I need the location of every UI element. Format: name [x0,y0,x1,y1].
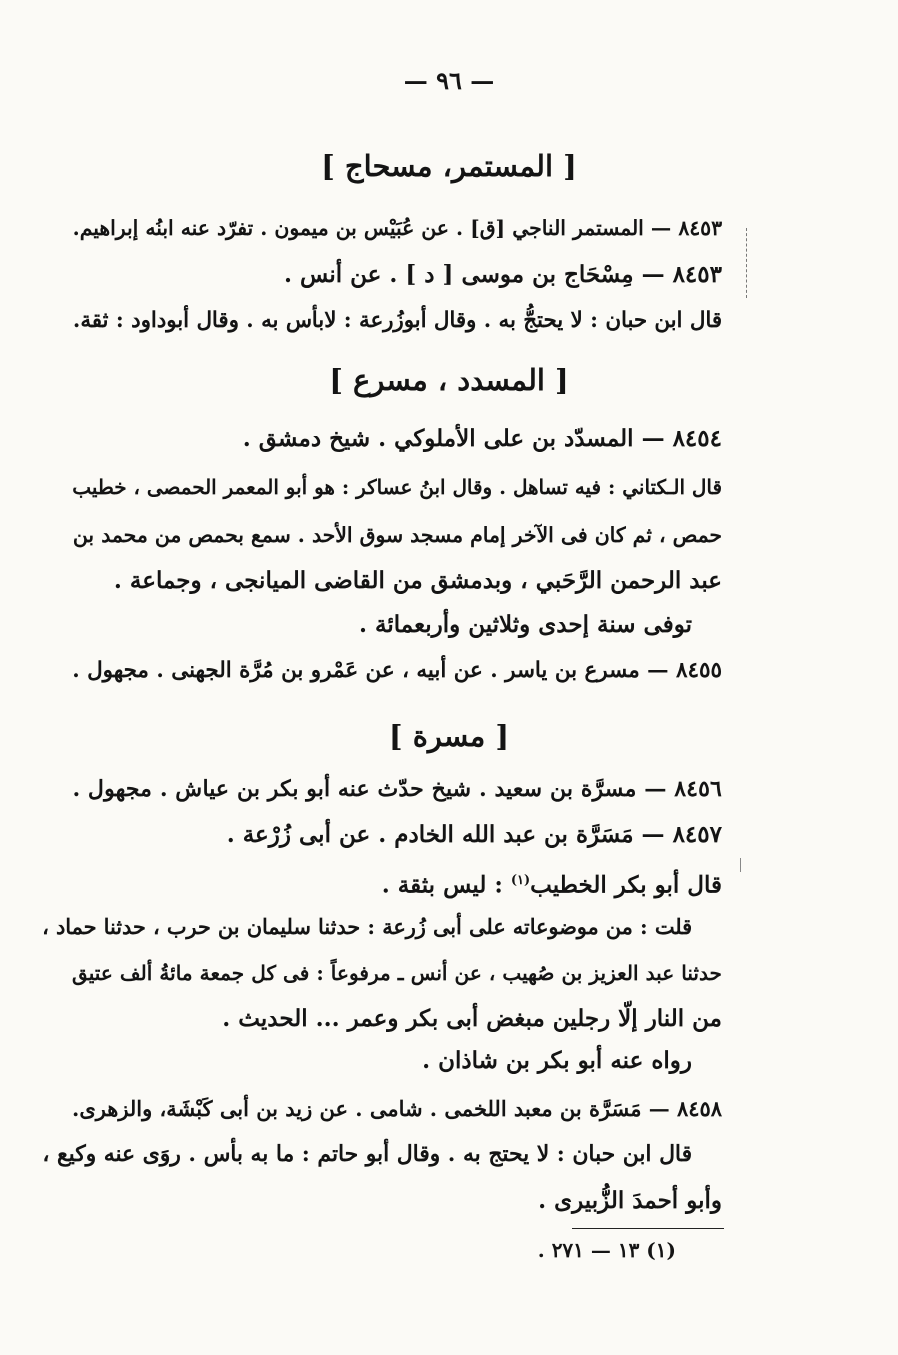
footnote: (١) ١٣ — ٢٧١ . [537,1238,676,1262]
margin-mark [740,858,743,872]
text-segment: قال أبو بكر الخطيب [530,871,722,899]
footnote-rule [572,1228,724,1229]
entry-line: ٨٤٥٧ — مَسَرَّة بن عبد الله الخادم . عن أبى زُرْعة . [226,821,722,848]
text-line: قال ابن حبان : لا يحتج به . وقال أبو حاتم : ما به بأس . روَى عنه وكيع ، [42,1142,692,1167]
entry-line: ٨٤٥٣ — المستمر الناجي [ق] . عن عُبَيْس بن ميمون . تفرّد عنه ابنُه إبراهيم. [72,216,722,240]
text-line: حمص ، ثم كان فى الآخر إمام مسجد سوق الأحد . سمع بحمص من محمد بن [72,523,722,547]
text-line: توفى سنة إحدى وثلاثين وأربعمائة . [359,611,692,638]
section-heading: [ المستمر، مسحاج ] [321,149,577,183]
page-number: — ٩٦ — [403,66,495,95]
footnote-ref: (١) [510,873,531,888]
entry-line: ٨٤٥٥ — مسرع بن ياسر . عن أبيه ، عن عَمْرو بن مُرَّة الجهنى . مجهول . [72,658,722,683]
entry-line: ٨٤٥٨ — مَسَرَّة بن معبد اللخمى . شامى . عن زيد بن أبى كَبْشَة، والزهرى. [72,1096,722,1121]
section-heading: [ المسدد ، مسرع ] [329,363,569,397]
entry-line: ٨٤٥٤ — المسدّد بن على الأملوكي . شيخ دمشق . [242,425,722,452]
text-segment: : ليس بثقة . [381,871,511,899]
text-line: عبد الرحمن الرَّحَبي ، وبدمشق من القاضى الميانجى ، وجماعة . [113,567,722,594]
text-line: قال ابن حبان : لا يحتجُّ به . وقال أبوزُرعة : لابأس به . وقال أبوداود : ثقة. [72,308,722,333]
text-line: وأبو أحمدَ الزُّبيرى . [538,1187,722,1214]
text-line: من النار إلّا رجلين مبغض أبى بكر وعمر ... الحديث . [222,1005,722,1032]
entry-line: ٨٤٥٣ — مِسْحَاج بن موسى [ د ] . عن أنس . [284,261,722,288]
text-line [72,866,722,901]
text-line: قال الـكتاني : فيه تساهل . وقال ابنُ عساكر : هو أبو المعمر الحمصى ، خطيب [72,475,722,499]
entry-line: ٨٤٥٦ — مسرَّة بن سعيد . شيخ حدّث عنه أبو بكر بن عياش . مجهول . [72,776,722,802]
text-line: حدثنا عبد العزيز بن صُهيب ، عن أنس ـ مرفوعاً : فى كل جمعة مائةُ ألف عتيق [71,961,722,985]
margin-mark [746,228,749,298]
text-line: قلت : من موضوعاته على أبى زُرعة : حدثنا سليمان بن حرب ، حدثنا حماد ، [42,915,692,939]
text-line: رواه عنه أبو بكر بن شاذان . [422,1047,692,1074]
section-heading: [ مسرة ] [388,719,510,753]
